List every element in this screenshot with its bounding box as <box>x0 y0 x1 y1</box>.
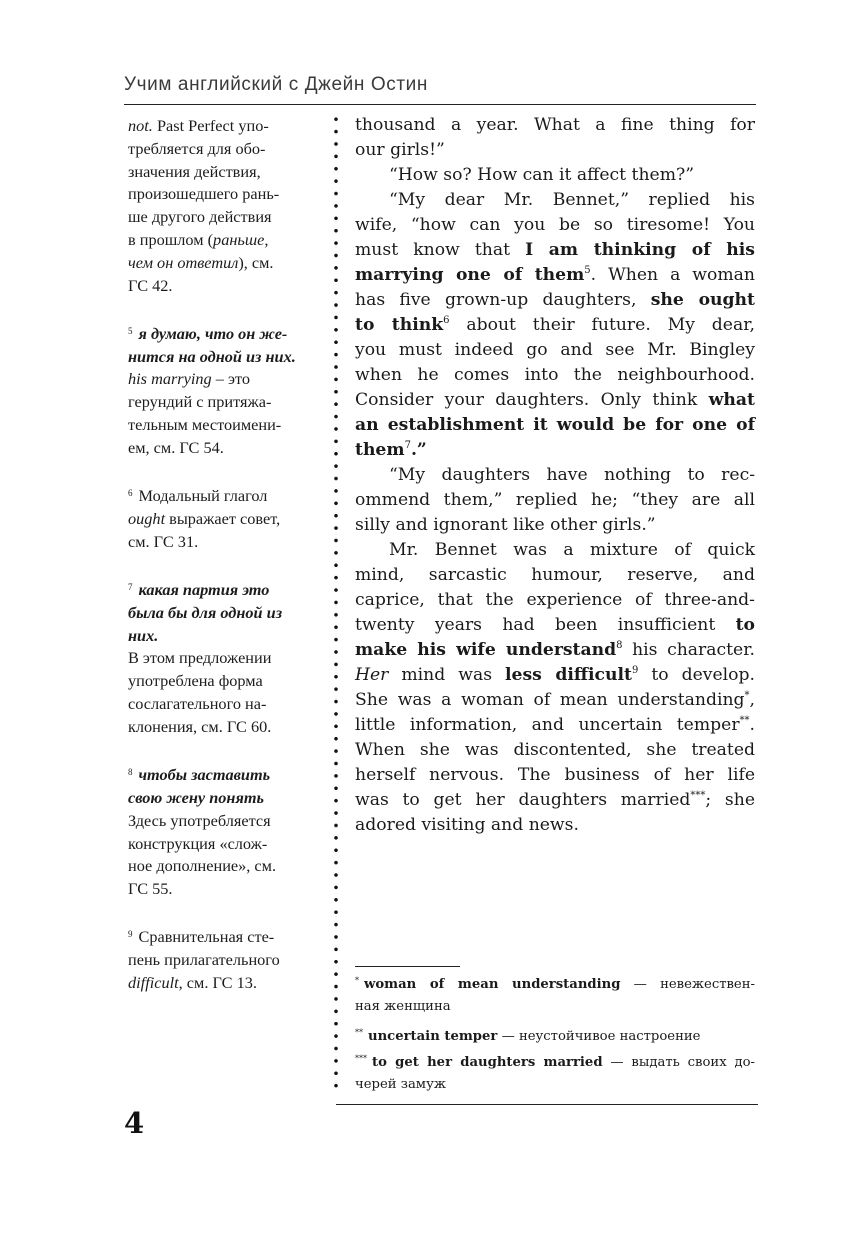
text-line <box>355 663 755 688</box>
note-line <box>128 647 320 670</box>
text-run: — выдать своих до- <box>602 1055 755 1070</box>
note-line <box>128 670 320 693</box>
text-run: ная женщина <box>355 999 451 1014</box>
bottom-rule <box>336 1104 758 1105</box>
text-run: woman of mean understanding <box>364 977 621 992</box>
margin-note-7 <box>128 576 320 739</box>
text-run: twenty years had been insufficient <box>355 615 736 635</box>
note-line <box>128 602 320 625</box>
text-line <box>355 563 755 588</box>
text-run: . <box>749 715 755 735</box>
footnote-marker: 9 <box>631 665 639 676</box>
text-run: his character. <box>622 640 755 660</box>
text-run: less difficult <box>505 665 632 685</box>
text-run: not. <box>128 116 153 135</box>
margin-note-6 <box>128 482 320 553</box>
text-run: ГС 55. <box>128 879 173 899</box>
text-run: требляется для обо- <box>128 138 266 158</box>
footnote-marker: ** <box>739 715 750 726</box>
margin-note-cont <box>128 115 320 297</box>
footnote-line <box>355 996 755 1018</box>
text-line <box>355 138 755 163</box>
note-line <box>128 346 320 369</box>
text-run: uncertain temper <box>368 1029 498 1044</box>
text-run: них. <box>128 625 159 645</box>
footnote-marker: 7 <box>128 582 133 593</box>
text-run: mind, sarcastic humour, reserve, and <box>355 565 755 585</box>
text-run: Модальный глагол <box>138 486 268 506</box>
note-line <box>128 855 320 878</box>
text-run: я думаю, что он же- <box>138 323 288 343</box>
text-run: ought <box>128 508 166 528</box>
footnote-marker: *** <box>690 790 706 801</box>
margin-note-8 <box>128 761 320 901</box>
text-run: our girls!” <box>355 140 445 160</box>
footnote-line <box>355 1074 755 1096</box>
text-run: черей замуж <box>355 1077 446 1092</box>
margin-notes <box>128 115 320 1017</box>
text-run: чем он ответил <box>128 252 239 272</box>
text-run: she ought <box>650 290 755 310</box>
footnote-marker: 8 <box>616 640 623 651</box>
footnote-marker: 9 <box>128 929 133 940</box>
text-run: сослагательного на- <box>128 694 267 714</box>
note-line <box>128 138 320 161</box>
text-run: “How so? How can it affect them?” <box>389 165 695 185</box>
footnote-marker: 6 <box>443 315 450 326</box>
text-run: в прошлом ( <box>128 229 214 249</box>
text-run: тельным местоимени- <box>128 415 282 435</box>
note-line <box>128 923 320 949</box>
text-run: When she was discontented, she treated <box>355 740 755 760</box>
text-run: какая партия это <box>138 580 270 600</box>
text-line <box>355 613 755 638</box>
text-line <box>355 438 755 463</box>
note-line <box>128 810 320 833</box>
text-run: . When a woman <box>590 265 755 285</box>
footnote-marker: 8 <box>128 767 133 778</box>
text-line <box>355 238 755 263</box>
text-run: little information, and uncertain temper <box>355 715 740 735</box>
text-line <box>355 638 755 663</box>
text-run: ное дополнение», см. <box>128 856 277 876</box>
footnote-marker: ** <box>355 1028 363 1037</box>
text-run: to <box>735 615 755 635</box>
text-run: значения действия, <box>128 161 261 181</box>
text-run: Past Perfect упо- <box>152 116 269 135</box>
text-run: ), см. <box>238 252 274 272</box>
text-line <box>355 588 755 613</box>
text-line <box>355 338 755 363</box>
text-run: нится на одной из них. <box>128 346 296 366</box>
text-line <box>355 763 755 788</box>
text-run: чтобы заставить <box>138 765 271 785</box>
text-run: , см. ГС 13. <box>178 973 257 992</box>
note-line <box>128 275 320 298</box>
text-run: Mr. Bennet was a mixture of quick <box>389 540 755 560</box>
note-line <box>128 531 320 554</box>
text-run: ommend them,” replied he; “they are all <box>355 490 755 510</box>
text-line <box>355 513 755 538</box>
note-line <box>128 716 320 739</box>
margin-note-9 <box>128 923 320 994</box>
text-run: has five grown-up daughters, <box>355 290 651 310</box>
note-line <box>128 693 320 716</box>
text-line <box>355 363 755 388</box>
text-run: ГС 42. <box>128 275 173 295</box>
footnote-line <box>355 1048 755 1074</box>
text-run: — невежествен- <box>620 977 755 992</box>
text-run: them <box>355 440 405 460</box>
note-line <box>128 787 320 810</box>
note-line <box>128 161 320 184</box>
text-line <box>355 313 755 338</box>
text-line <box>355 288 755 313</box>
text-run: must know that <box>355 240 526 260</box>
footnote-marker: *** <box>355 1054 367 1063</box>
text-run: I am thinking of his <box>525 240 755 260</box>
text-line <box>355 488 755 513</box>
note-line <box>128 183 320 206</box>
text-run: употреблена форма <box>128 671 263 691</box>
text-run: mind was <box>388 665 506 685</box>
text-run: She was a woman of mean understanding <box>355 690 745 710</box>
text-run: Her <box>355 665 389 685</box>
text-line <box>355 538 755 563</box>
text-run: herself nervous. The business of her life <box>355 765 755 785</box>
text-line <box>355 388 755 413</box>
text-run: конструкция «слож- <box>128 833 268 853</box>
text-run: marrying one of them <box>355 265 585 285</box>
text-line <box>355 688 755 713</box>
margin-note-5 <box>128 320 320 460</box>
text-line <box>355 788 755 813</box>
text-run: to think <box>355 315 444 335</box>
note-line <box>128 206 320 229</box>
note-line <box>128 761 320 787</box>
text-run: см. ГС 31. <box>128 531 199 551</box>
note-line <box>128 482 320 508</box>
footnote-marker: 7 <box>404 440 411 451</box>
text-run: to get her daughters married <box>372 1055 603 1070</box>
text-run: about their future. My dear, <box>449 315 756 335</box>
text-run: you must indeed go and see Mr. Bingley <box>355 340 755 360</box>
text-run: caprice, that the experience of three-and- <box>355 590 755 610</box>
note-line <box>128 229 320 252</box>
text-line <box>355 413 755 438</box>
text-line <box>355 738 755 763</box>
text-run: .” <box>410 440 427 460</box>
text-line <box>355 163 755 188</box>
text-line <box>355 263 755 288</box>
note-line <box>128 576 320 602</box>
note-line <box>128 625 320 648</box>
main-text <box>355 113 755 838</box>
text-line <box>355 713 755 738</box>
footnote-rule <box>355 966 460 967</box>
note-line <box>128 972 320 995</box>
text-run: клонения, см. ГС 60. <box>128 716 272 736</box>
note-line <box>128 833 320 856</box>
note-line <box>128 508 320 531</box>
text-run: Consider your daughters. Only think <box>355 390 709 410</box>
footnote-marker: 5 <box>128 325 133 336</box>
text-run: “My dear Mr. Bennet,” replied his <box>389 190 755 210</box>
text-run: his marrying <box>128 369 212 389</box>
text-run: silly and ignorant like other girls.” <box>355 515 656 535</box>
note-line <box>128 949 320 972</box>
text-run: — неустойчивое настроение <box>497 1029 701 1044</box>
footnote-marker: * <box>744 690 750 701</box>
note-line <box>128 437 320 460</box>
text-run: Здесь употребляется <box>128 810 271 830</box>
page-number: 4 <box>124 1106 145 1140</box>
running-title: Учим английский с Джейн Остин <box>124 74 428 95</box>
dotted-divider <box>333 113 339 1093</box>
note-line <box>128 252 320 275</box>
text-run: when he comes into the neighbourhood. <box>355 365 755 385</box>
text-run: раньше, <box>213 229 269 249</box>
footnote-line <box>355 970 755 996</box>
text-run: make his wife understand <box>355 640 617 660</box>
footnote-line <box>355 1022 755 1048</box>
note-line <box>128 368 320 391</box>
text-run: Сравнительная сте- <box>138 927 275 947</box>
text-run: ем, см. ГС 54. <box>128 437 224 457</box>
text-run: “My daughters have nothing to rec- <box>389 465 755 485</box>
text-run: thousand a year. What a fine thing for <box>355 115 755 135</box>
note-line <box>128 391 320 414</box>
header-rule <box>124 104 756 105</box>
text-run: to develop. <box>638 665 755 685</box>
note-line <box>128 414 320 437</box>
text-run: – это <box>211 369 250 389</box>
text-run: произошедшего рань- <box>128 184 280 204</box>
text-run: пень прилагательного <box>128 950 280 970</box>
footnotes <box>355 970 755 1096</box>
note-line <box>128 878 320 901</box>
footnote-marker: * <box>355 976 359 985</box>
note-line <box>128 115 320 138</box>
text-line <box>355 113 755 138</box>
text-run: wife, “how can you be so tiresome! You <box>355 215 755 235</box>
text-run: ; she <box>705 790 755 810</box>
text-run: , <box>749 690 755 710</box>
text-line <box>355 813 755 838</box>
text-run: свою жену понять <box>128 787 264 807</box>
text-run: adored visiting and news. <box>355 815 579 835</box>
text-run: герундий с притяжа- <box>128 392 272 412</box>
text-run: выражает совет, <box>165 508 281 528</box>
text-run: difficult <box>128 973 179 992</box>
text-run: what <box>708 390 755 410</box>
text-run: was to get her daughters married <box>355 790 691 810</box>
note-line <box>128 320 320 346</box>
footnote-marker: 6 <box>128 488 133 499</box>
text-line <box>355 188 755 213</box>
text-run: была бы для одной из <box>128 602 283 622</box>
text-line <box>355 463 755 488</box>
text-line <box>355 213 755 238</box>
text-run: В этом предложении <box>128 648 272 668</box>
text-run: an establishment it would be for one of <box>355 415 755 435</box>
footnote-marker: 5 <box>584 265 591 276</box>
text-run: ше другого действия <box>128 207 272 227</box>
